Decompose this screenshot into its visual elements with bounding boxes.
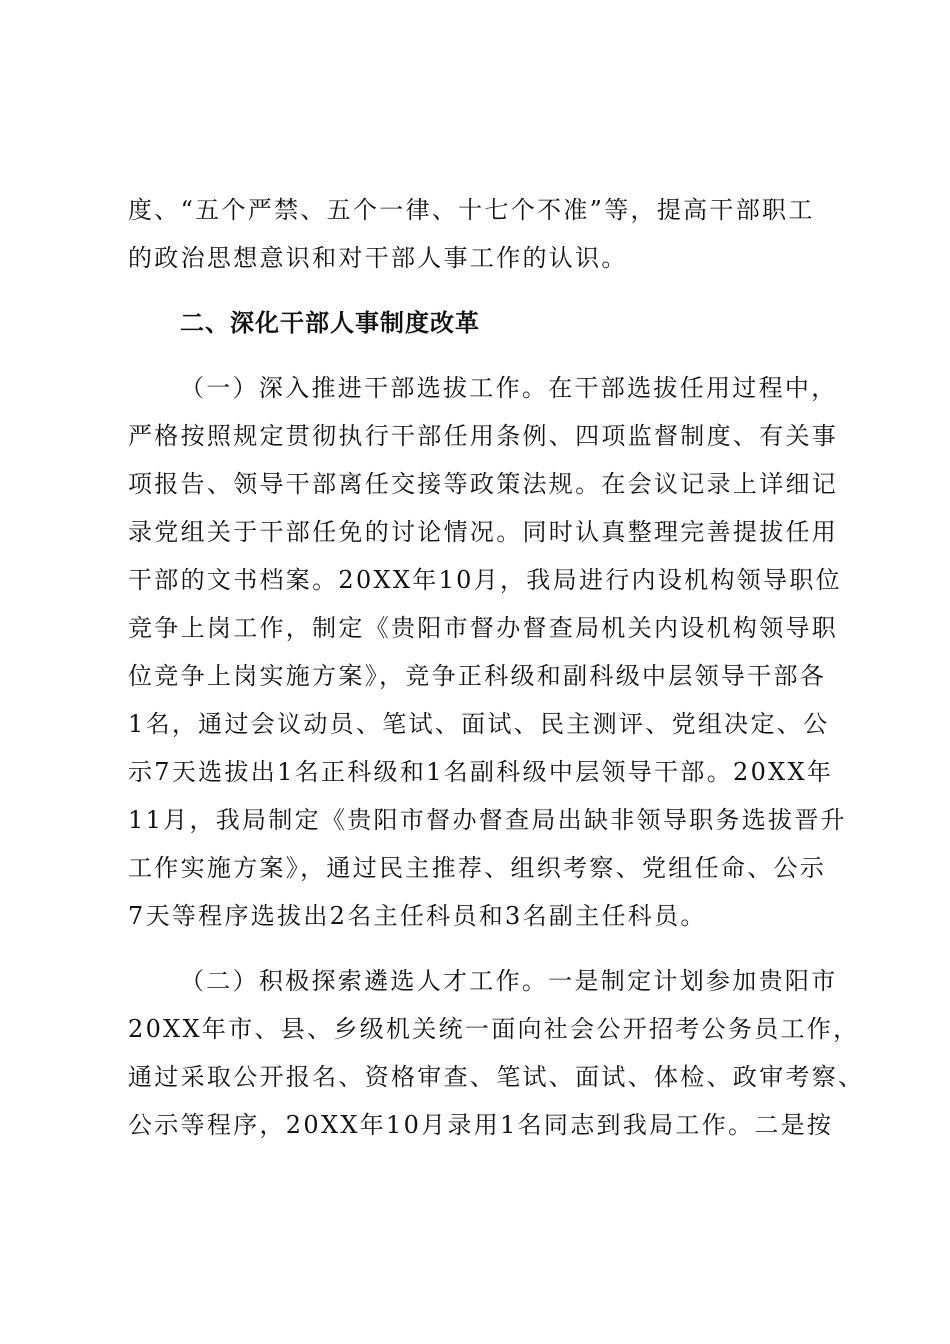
text-line: 11月，我局制定《贵阳市督办督查局出缺非领导职务选拔晋升	[128, 806, 847, 834]
paragraph-talent-selection	[128, 957, 865, 1149]
text-line: （二）积极探索遴选人才工作。一是制定计划参加贵阳市	[180, 967, 838, 995]
document-body	[128, 186, 865, 1149]
paragraph-cadre-selection	[128, 364, 847, 940]
text-line: 项报告、领导干部离任交接等政策法规。在会议记录上详细记	[128, 470, 839, 498]
text-line: 竞争上岗工作，制定《贵阳市督办督查局机关内设机构领导职	[128, 614, 839, 642]
text-line: 公示等程序，20XX年10月录用1名同志到我局工作。二是按	[128, 1111, 834, 1139]
text-line: 度、“五个严禁、五个一律、十七个不准”等，提高干部职工	[128, 196, 815, 224]
text-line: 示7天选拔出1名正科级和1名副科级中层领导干部。20XX年	[128, 758, 834, 786]
text-line: 干部的文书档案。20XX年10月，我局进行内设机构领导职位	[128, 566, 842, 594]
text-line: 录党组关于干部任免的讨论情况。同时认真整理完善提拔任用	[128, 518, 839, 546]
text-line: 位竞争上岗实施方案》，竞争正科级和副科级中层领导干部各	[128, 662, 827, 690]
text-line: 工作实施方案》，通过民主推荐、组织考察、党组任命、公示	[128, 854, 827, 882]
paragraph-continuation	[128, 186, 834, 282]
section-heading	[128, 299, 834, 347]
text-line: 严格按照规定贯彻执行干部任用条例、四项监督制度、有关事	[128, 422, 839, 450]
text-line: 的政治思想意识和对干部人事工作的认识。	[128, 244, 628, 272]
text-line: 20XX年市、县、乡级机关统一面向社会公开招考公务员工作，	[128, 1015, 860, 1043]
heading-text: 二、深化干部人事制度改革	[180, 309, 480, 337]
text-line: 1名，通过会议动员、笔试、面试、民主测评、党组决定、公	[128, 710, 830, 738]
text-line: 通过采取公开报名、资格审查、笔试、面试、体检、政审考察、	[128, 1063, 865, 1091]
text-line: 7天等程序选拔出2名主任科员和3名副主任科员。	[128, 902, 707, 930]
text-line: （一）深入推进干部选拔工作。在干部选拔任用过程中，	[180, 374, 838, 402]
